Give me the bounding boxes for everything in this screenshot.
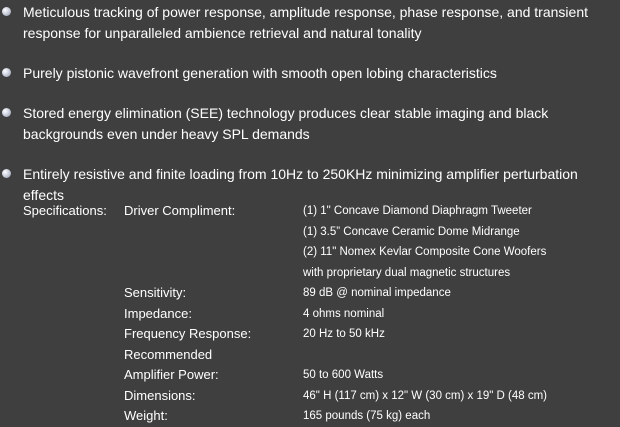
spec-label-sensitivity: Sensitivity: (124, 285, 187, 300)
feature-item (0, 164, 613, 206)
bullet-icon (2, 169, 11, 178)
feature-item (0, 63, 613, 84)
spec-label-spacer (124, 263, 251, 284)
feature-list (0, 2, 620, 225)
spec-label-spacer (124, 242, 251, 263)
spec-value-driver-tweeter: (1) 1" Concave Diamond Diaphragm Tweeter (303, 205, 532, 217)
spec-label-recommended: Recommended (124, 346, 213, 362)
feature-text: Purely pistonic wavefront generation with smooth open lobing characteristics (23, 65, 497, 81)
feature-item (0, 2, 613, 44)
spec-values-column (303, 201, 547, 427)
spec-label-dimensions: Dimensions: (124, 387, 196, 403)
spec-label-frequency: Frequency Response: (124, 326, 252, 341)
spec-value-recommended (303, 345, 547, 366)
bullet-icon (2, 108, 11, 117)
spec-label-weight: Weight: (124, 408, 168, 423)
spec-value-frequency: 20 Hz to 50 kHz (303, 328, 385, 340)
spec-label-driver: Driver Compliment: (124, 203, 236, 218)
spec-value-amp-power: 50 to 600 Watts (303, 369, 384, 381)
feature-item (0, 103, 613, 145)
specifications-section (0, 201, 620, 426)
specifications-heading: Specifications: (23, 203, 107, 218)
spec-label-impedance: Impedance: (124, 305, 192, 321)
bullet-icon (2, 7, 11, 16)
spec-value-sensitivity: 89 dB @ nominal impedance (303, 287, 451, 299)
bullet-icon (2, 68, 11, 77)
feature-text: Entirely resistive and finite loading from 10Hz to 250KHz minimizing amplifier perturbation effects (23, 166, 578, 203)
spec-value-weight: 165 pounds (75 kg) each (303, 410, 431, 422)
spec-label-spacer (124, 222, 251, 243)
spec-value-driver-magnets: with proprietary dual magnetic structures (303, 266, 511, 279)
spec-value-dimensions: 46" H (117 cm) x 12" W (30 cm) x 19" D (48 cm) (303, 389, 548, 402)
spec-labels-column (124, 201, 251, 427)
spec-value-driver-midrange: (1) 3.5” Concave Ceramic Dome Midrange (303, 225, 520, 238)
feature-text: Stored energy elimination (SEE) technology produces clear stable imaging and black backgrounds even under heavy SPL demands (23, 105, 549, 142)
spec-value-driver-woofers: (2) 11" Nomex Kevlar Composite Cone Woofers (303, 246, 547, 258)
feature-text: Meticulous tracking of power response, amplitude response, phase response, and transient response for unparalleled ambience retrieval and natural tonality (23, 4, 588, 41)
spec-value-impedance: 4 ohms nominal (303, 307, 385, 320)
spec-label-amp-power: Amplifier Power: (124, 367, 219, 382)
